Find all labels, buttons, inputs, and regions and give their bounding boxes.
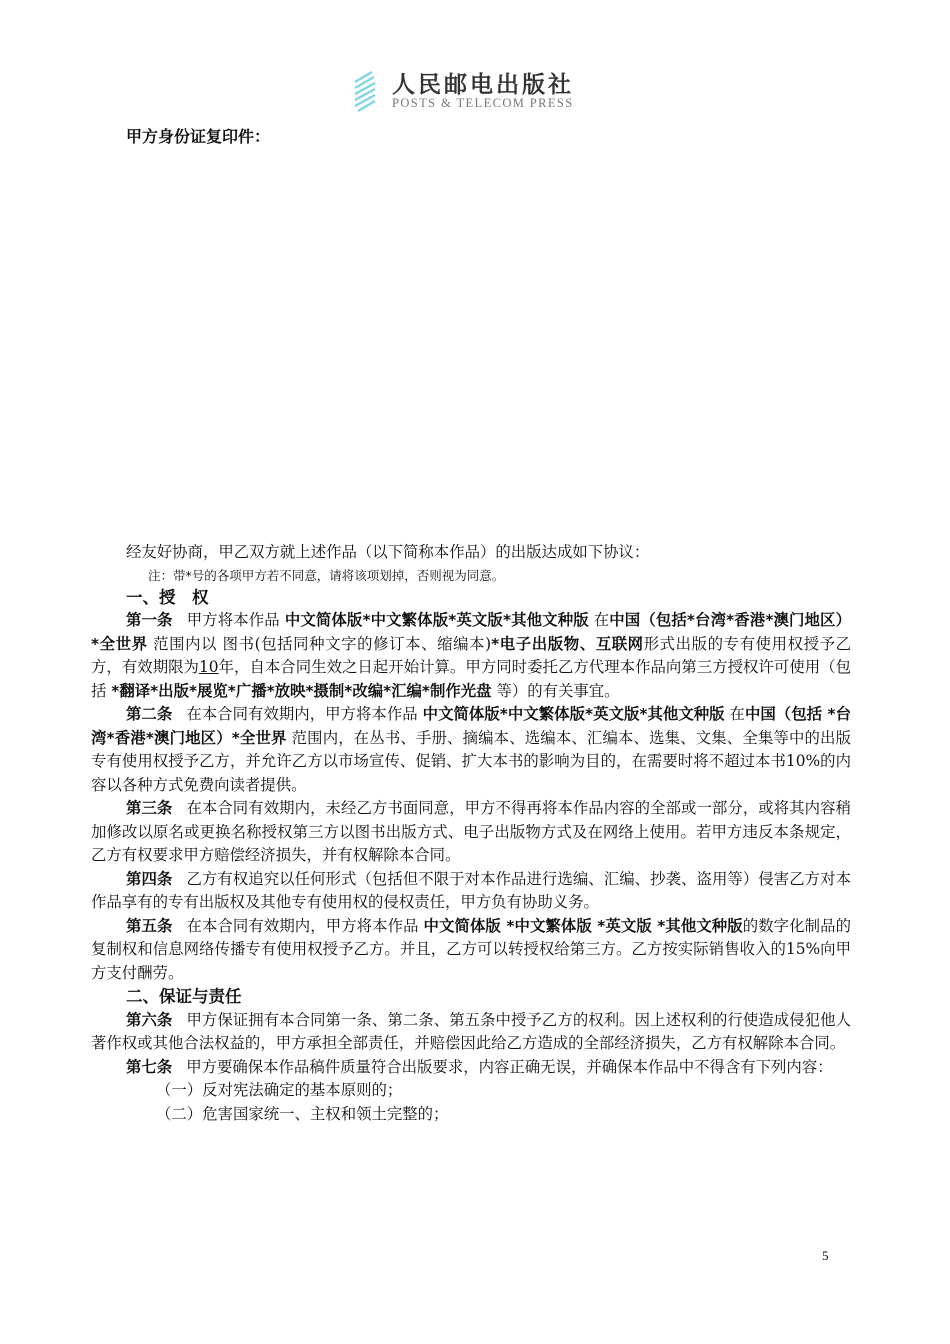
section-heading-authorization: 一、授 权 — [126, 587, 209, 607]
article-5-label: 第五条 — [126, 916, 173, 935]
list-item: （一）反对宪法确定的基本原则的； — [156, 1081, 403, 1099]
contract-body — [91, 541, 851, 1126]
article-6-label: 第六条 — [126, 1010, 173, 1029]
article-6: 第六条 甲方保证拥有本合同第一条、第二条、第五条中授予乙方的权利。因上述权利的行使造成侵犯他人著作权或其他合法权益的，甲方承担全部责任，并赔偿因此给乙方造成的全部经济损失，乙方有权解除本合同。 — [91, 1010, 851, 1052]
article-4-label: 第四条 — [126, 869, 173, 888]
article-3: 第三条 在本合同有效期内，未经乙方书面同意，甲方不得再将本作品内容的全部或一部分，或将其内容稍加修改以原名或更换名称授权第三方以图书出版方式、电子出版物方式及在网络上使用。若甲方违反本条规定，乙方有权要求甲方赔偿经济损失，并有权解除本合同。 — [91, 799, 851, 864]
article-2-label: 第二条 — [126, 705, 173, 723]
page-number: 5 — [822, 1248, 829, 1263]
section-heading-warranty: 二、保证与责任 — [126, 987, 242, 1006]
article-4: 第四条 乙方有权追究以任何形式（包括但不限于对本作品进行选编、汇编、抄袭、盗用等）侵害乙方对本作品享有的专有出版权及其他专有使用权的侵权责任，甲方负有协助义务。 — [91, 869, 851, 911]
article-3-label: 第三条 — [126, 799, 173, 817]
article-2: 第二条 在本合同有效期内，甲方将本作品 中文简体版*中文繁体版*英文版*其他文种版 在中国（包括 *台湾*香港*澳门地区）*全世界 范围内，在丛书、手册、摘编本、选编本、汇编本、选集、文集、全集等中的出版专有使用权授予乙方，并允许乙方以市场宣传、促销、扩大本书的影响为目的，在需要时将不超过本书10%的内容以各种方式免费向读者提供。 — [91, 705, 851, 794]
intro-paragraph: 经友好协商，甲乙双方就上述作品（以下简称本作品）的出版达成如下协议： — [126, 543, 650, 561]
article-7-label: 第七条 — [126, 1057, 173, 1076]
publisher-name-cn: 人民邮电出版社 — [392, 71, 574, 98]
article-7: 第七条 甲方要确保本作品稿件质量符合出版要求，内容正确无误，并确保本作品中不得含有下列内容： — [126, 1057, 833, 1076]
publisher-name-en: POSTS & TELECOM PRESS — [392, 96, 574, 110]
article-1-label: 第一条 — [126, 611, 173, 629]
validity-years: 10 — [198, 658, 219, 676]
id-copy-label: 甲方身份证复印件： — [126, 127, 271, 146]
article-1: 第一条 甲方将本作品 中文简体版*中文繁体版*英文版*其他文种版 在中国（包括*台湾*香港*澳门地区）*全世界 范围内以 图书(包括同种文字的修订本、缩编本)*电子出版物、互联网形式出版的专有使用权授予乙方，有效期限为10年，自本合同生效之日起开始计算。甲方同时委托乙方代理本作品向第三方授权许可使用（包括 *翻译*出版*展览*广播*放映*摄制*改编*汇编*制作光盘 等）的有关事宜。 — [91, 611, 851, 700]
list-item: （二）危害国家统一、主权和领土完整的； — [156, 1104, 449, 1123]
publisher-logo — [352, 66, 612, 116]
publisher-logo-mark — [352, 68, 378, 112]
note-line: 注：带*号的各项甲方若不同意，请将该项划掉，否则视为同意。 — [148, 567, 505, 583]
article-5: 第五条 在本合同有效期内，甲方将本作品 中文简体版 *中文繁体版 *英文版 *其他文种版的数字化制品的复制权和信息网络传播专有使用权授予乙方。并且，乙方可以转授权给第三方。乙方按实际销售收入的15%向甲方支付酬劳。 — [91, 916, 851, 982]
